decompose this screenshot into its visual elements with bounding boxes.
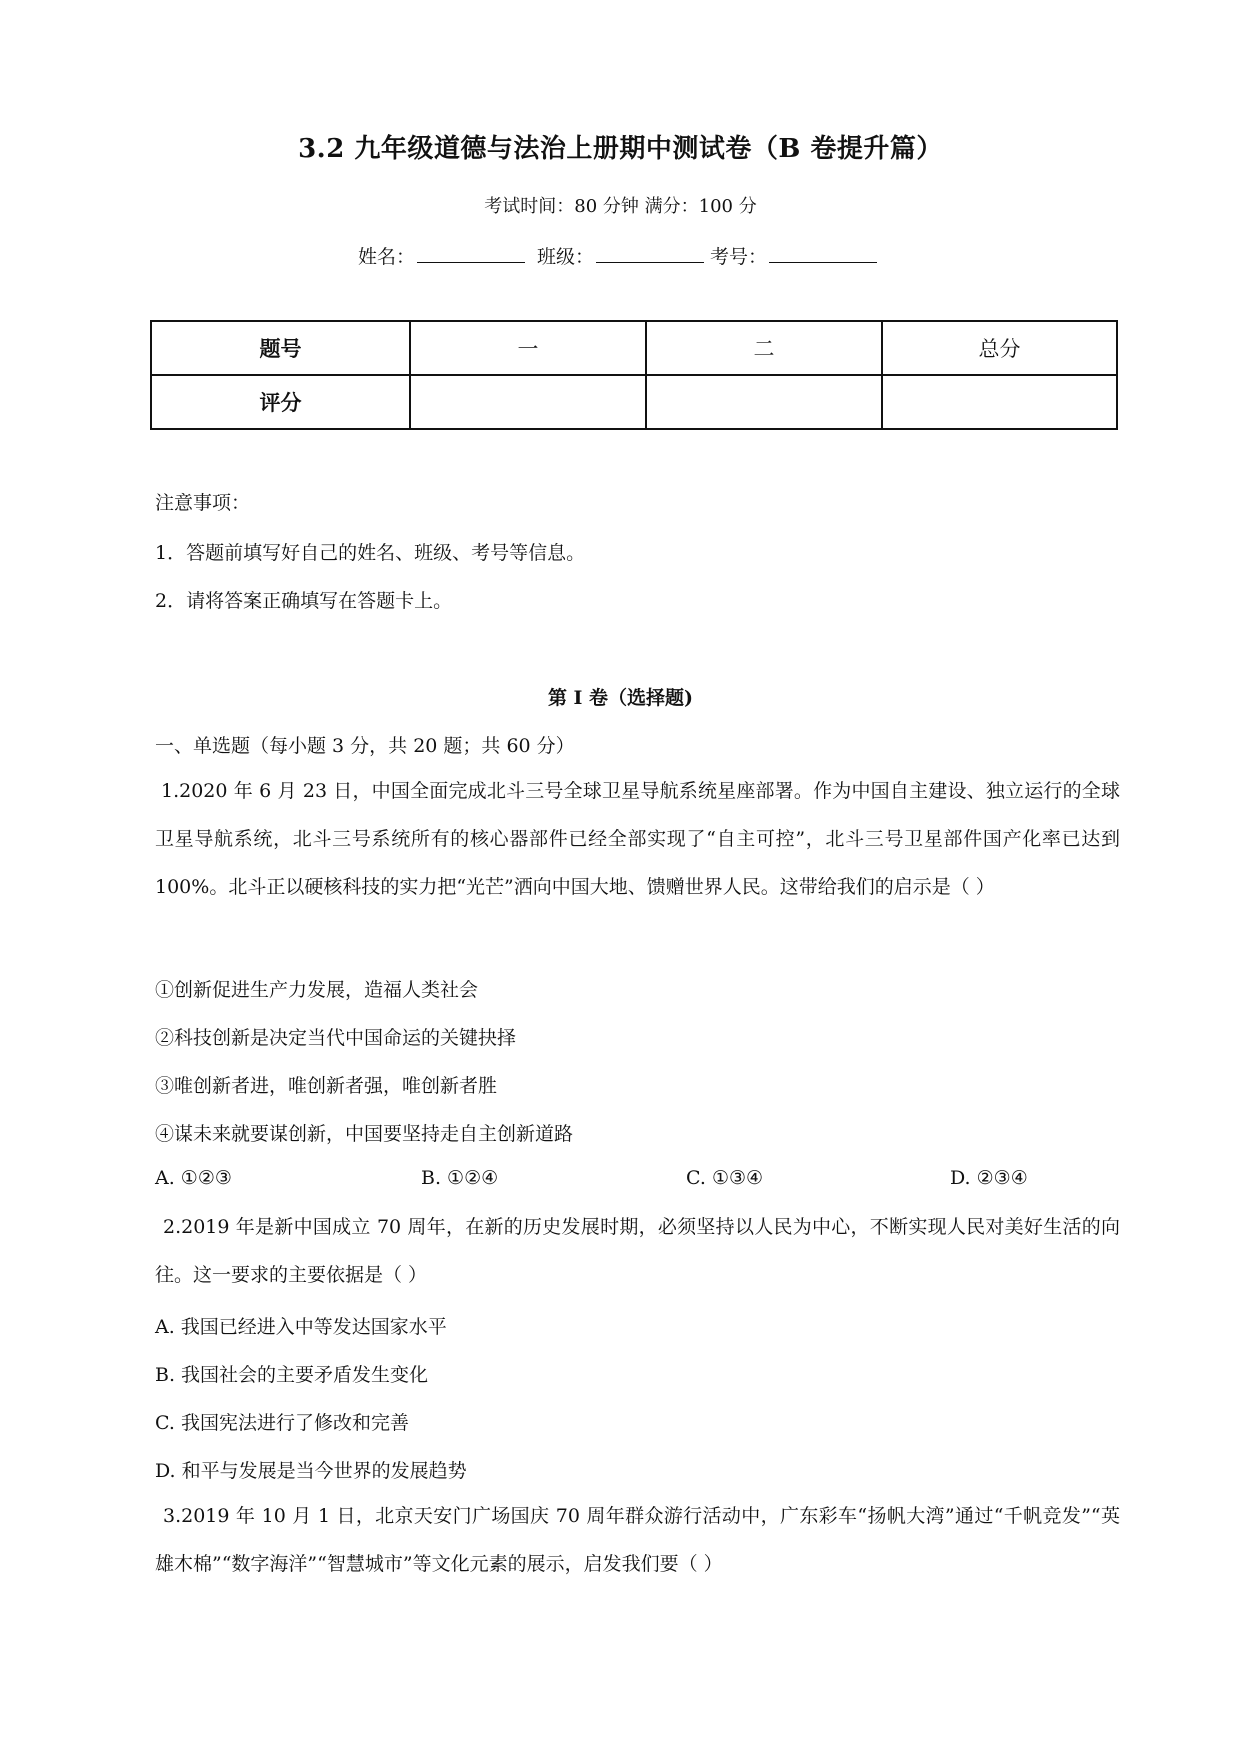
score-table-cell: 题号 (151, 321, 410, 375)
question-1-statement: ②科技创新是决定当代中国命运的关键抉择 (155, 1027, 517, 1049)
class-blank (596, 244, 704, 263)
exam-title: 3.2 九年级道德与法治上册期中测试卷（B 卷提升篇） (298, 134, 943, 164)
name-blank (417, 244, 525, 263)
part-title: 一、单选题（每小题 3 分，共 20 题；共 60 分） (155, 735, 575, 757)
question-1-option-d: D. ②③④ (950, 1167, 1028, 1189)
question-2-option-c: C. 我国宪法进行了修改和完善 (155, 1412, 409, 1434)
section-title: 第 I 卷（选择题) (547, 687, 694, 709)
score-table-header-row (151, 321, 1117, 375)
score-table-cell: 总分 (882, 321, 1117, 375)
score-table-score-row (151, 375, 1117, 429)
question-1-option-c: C. ①③④ (686, 1167, 764, 1189)
question-1-option-b: B. ①②④ (421, 1167, 499, 1189)
score-table-cell: 一 (410, 321, 646, 375)
question-2-stem: 2.2019 年是新中国成立 70 周年，在新的历史发展时期，必须坚持以人民为中心，不断实现人民对美好生活的向往。这一要求的主要依据是（ ） (155, 1216, 1120, 1286)
note-item: 2．请将答案正确填写在答题卡上。 (155, 590, 453, 612)
question-1-statement: ④谋未来就要谋创新，中国要坚持走自主创新道路 (155, 1123, 574, 1145)
note-item: 1．答题前填写好自己的姓名、班级、考号等信息。 (155, 542, 586, 564)
score-table-cell: 评分 (151, 375, 410, 429)
exam-duration-score: 考试时间：80 分钟 满分：100 分 (484, 196, 757, 217)
class-label: 班级： (537, 246, 595, 268)
question-2-option-d: D. 和平与发展是当今世界的发展趋势 (155, 1460, 467, 1482)
student-info-line (0, 242, 1241, 269)
question-2-option-a: A. 我国已经进入中等发达国家水平 (155, 1316, 447, 1338)
score-table-cell: 二 (646, 321, 882, 375)
question-1-statement: ①创新促进生产力发展，造福人类社会 (155, 979, 479, 1001)
notes-heading: 注意事项： (155, 492, 251, 514)
question-3-stem: 3.2019 年 10 月 1 日，北京天安门广场国庆 70 周年群众游行活动中，广东彩车“扬帆大湾”通过“千帆竞发”“英雄木棉”“数字海洋”“智慧城市”等文化元素的展示，启发我们要（ ） (155, 1505, 1120, 1575)
question-1-option-a: A. ①②③ (155, 1167, 232, 1189)
score-table (150, 320, 1118, 430)
name-label: 姓名： (357, 246, 415, 268)
score-table-cell (646, 375, 882, 429)
question-2-option-b: B. 我国社会的主要矛盾发生变化 (155, 1364, 429, 1386)
score-table-cell (410, 375, 646, 429)
score-table-cell (882, 375, 1117, 429)
question-1-statement: ③唯创新者进，唯创新者强，唯创新者胜 (155, 1075, 498, 1097)
exam-no-blank (769, 244, 877, 263)
question-1-stem: 1.2020 年 6 月 23 日，中国全面完成北斗三号全球卫星导航系统星座部署。作为中国自主建设、独立运行的全球卫星导航系统，北斗三号系统所有的核心器部件已经全部实现了“自主可控”，北斗三号卫星部件国产化率已达到 100%。北斗正以硬核科技的实力把“光芒”洒向中国大地、馈赠世界人民。这带给我们的启示是（ ） (155, 780, 1120, 898)
exam-no-label: 考号： (710, 246, 768, 268)
